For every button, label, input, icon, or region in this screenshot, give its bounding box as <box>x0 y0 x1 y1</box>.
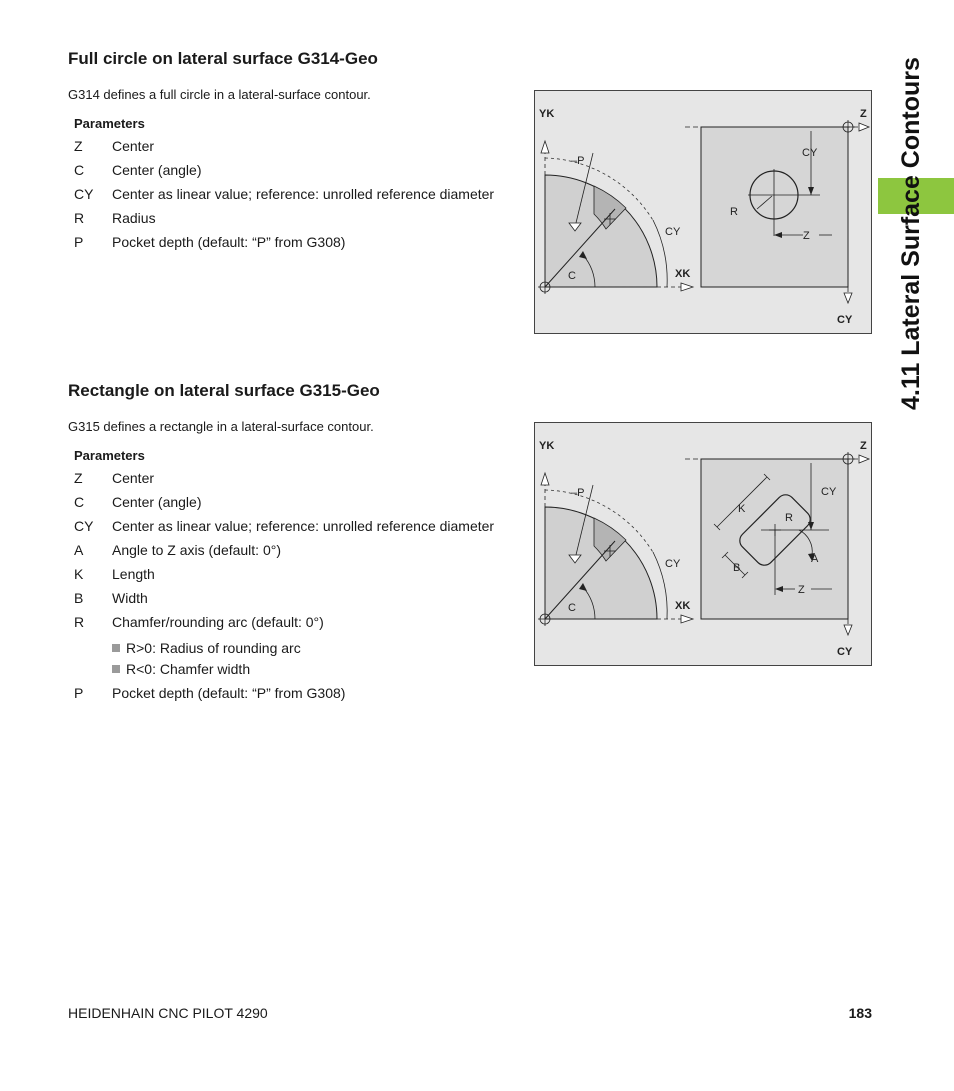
label-yk: YK <box>539 440 555 452</box>
param-key: R <box>74 210 85 226</box>
params-heading-g314: Parameters <box>74 116 145 131</box>
param-key: CY <box>74 518 94 534</box>
label-cy-dim: CY <box>821 486 837 498</box>
param-desc: Radius <box>112 210 156 226</box>
label-r: R <box>785 512 793 524</box>
section-title-g315: Rectangle on lateral surface G315-Geo <box>68 381 380 400</box>
label-p: –P <box>571 155 585 167</box>
param-desc: Center as linear value; reference: unrolled reference diameter <box>112 518 495 534</box>
params-heading-g315: Parameters <box>74 448 145 463</box>
bullet-square-icon <box>112 665 120 673</box>
label-xk: XK <box>675 268 691 280</box>
param-desc: Length <box>112 566 155 582</box>
label-z-dim: Z <box>798 584 805 596</box>
label-r: R <box>730 206 738 218</box>
footer-product-name: HEIDENHAIN CNC PILOT 4290 <box>68 1005 268 1021</box>
label-c: C <box>568 602 576 614</box>
section-intro-g314: G314 defines a full circle in a lateral-surface contour. <box>68 87 371 102</box>
label-z: Z <box>860 108 867 120</box>
label-k: K <box>738 503 746 515</box>
label-yk: YK <box>539 108 555 120</box>
param-key: K <box>74 566 84 582</box>
param-key: P <box>74 685 84 701</box>
section-title-g314: Full circle on lateral surface G314-Geo <box>68 49 378 68</box>
label-z: Z <box>860 440 867 452</box>
param-key: C <box>74 494 85 510</box>
bullet-square-icon <box>112 644 120 652</box>
figure-full-circle <box>534 90 872 334</box>
param-key: Z <box>74 470 83 486</box>
bullet-text: R>0: Radius of rounding arc <box>126 640 301 656</box>
label-cy-arc: CY <box>665 558 681 570</box>
label-cy-axis: CY <box>837 314 853 326</box>
chapter-title: 4.11 Lateral Surface Contours <box>897 57 925 410</box>
rectangle-diagram <box>535 423 873 667</box>
bullet-item <box>112 640 301 656</box>
param-desc: Center (angle) <box>112 162 202 178</box>
label-cy-arc: CY <box>665 226 681 238</box>
param-desc: Center <box>112 138 155 154</box>
label-cy-dim: CY <box>802 147 818 159</box>
param-key: A <box>74 542 84 558</box>
param-desc: Center as linear value; reference: unrolled reference diameter <box>112 186 495 202</box>
bullet-text: R<0: Chamfer width <box>126 661 251 677</box>
label-c: C <box>568 270 576 282</box>
label-xk: XK <box>675 600 691 612</box>
label-a: A <box>811 553 819 565</box>
param-key: C <box>74 162 85 178</box>
figure-rectangle <box>534 422 872 666</box>
param-desc: Center <box>112 470 155 486</box>
param-key: Z <box>74 138 83 154</box>
section-intro-g315: G315 defines a rectangle in a lateral-surface contour. <box>68 419 374 434</box>
param-desc: Center (angle) <box>112 494 202 510</box>
label-b: B <box>733 562 741 574</box>
param-key: CY <box>74 186 94 202</box>
page-number: 183 <box>848 1005 872 1021</box>
param-desc: Angle to Z axis (default: 0°) <box>112 542 282 558</box>
full-circle-diagram <box>535 91 873 335</box>
label-cy-axis: CY <box>837 646 853 658</box>
bullet-item <box>112 661 250 677</box>
param-desc: Pocket depth (default: “P” from G308) <box>112 685 346 701</box>
param-key: B <box>74 590 84 606</box>
param-key: R <box>74 614 85 630</box>
label-p: –P <box>571 487 585 499</box>
param-desc: Width <box>112 590 148 606</box>
param-desc: Pocket depth (default: “P” from G308) <box>112 234 346 250</box>
param-key: P <box>74 234 84 250</box>
param-desc: Chamfer/rounding arc (default: 0°) <box>112 614 324 630</box>
label-z-dim: Z <box>803 230 810 242</box>
